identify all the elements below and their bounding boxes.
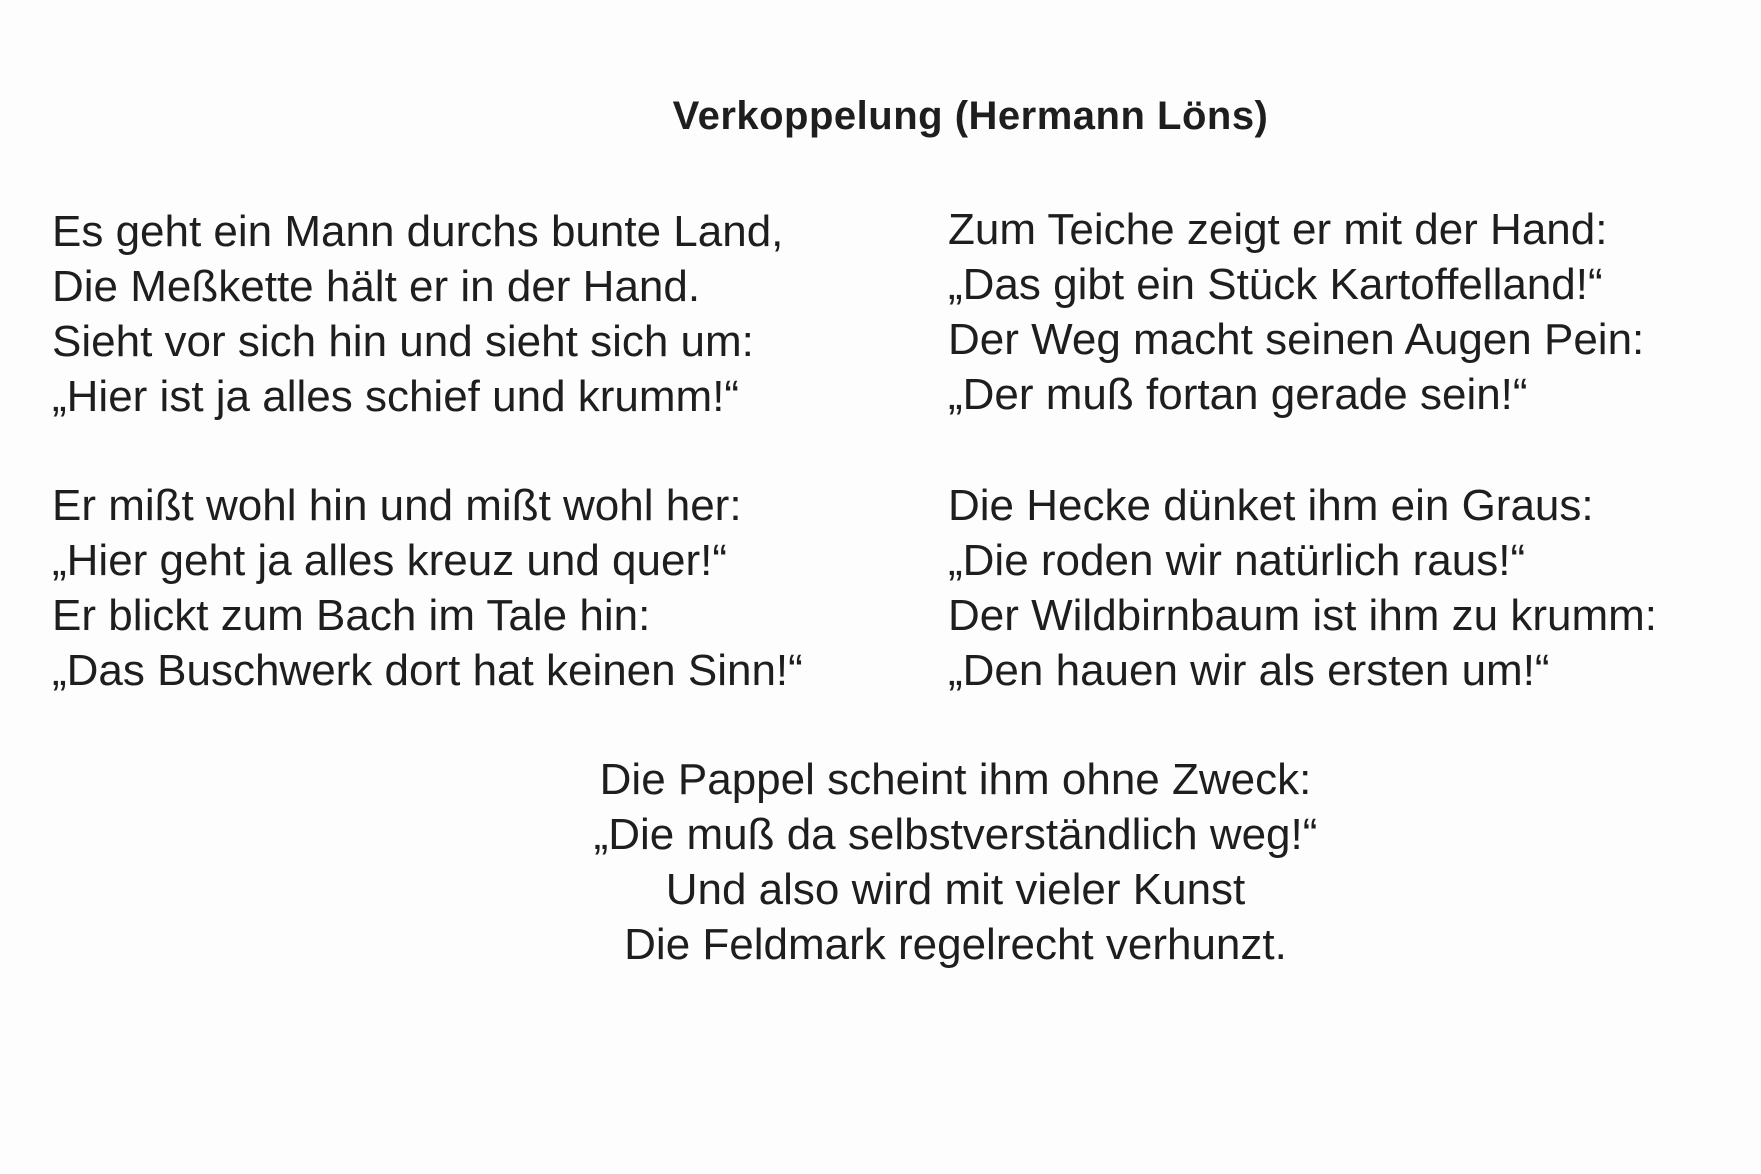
verse-line: „Der muß fortan gerade sein!“ — [948, 370, 1528, 419]
verse-line: Er mißt wohl hin und mißt wohl her: — [52, 481, 742, 530]
verse-line: Er blickt zum Bach im Tale hin: — [52, 591, 651, 640]
verse-line: Die Hecke dünket ihm ein Graus: — [948, 481, 1594, 530]
stanza-1 — [52, 204, 783, 424]
verse-line: „Den hauen wir als ersten um!“ — [948, 646, 1550, 695]
verse-line: Die Meßkette hält er in der Hand. — [52, 262, 701, 311]
verse-line: Sieht vor sich hin und sieht sich um: — [52, 317, 754, 366]
verse-line: Der Wildbirnbaum ist ihm zu krumm: — [948, 591, 1658, 640]
verse-line: Der Weg macht seinen Augen Pein: — [948, 315, 1645, 364]
stanza-2 — [948, 202, 1644, 422]
verse-line: „Die muß da selbstverständlich weg!“ — [593, 810, 1318, 859]
stanza-3 — [52, 478, 803, 698]
verse-line: „Hier geht ja alles kreuz und quer!“ — [52, 536, 727, 585]
verse-line: Zum Teiche zeigt er mit der Hand: — [948, 205, 1608, 254]
verse-line: Und also wird mit vieler Kunst — [665, 865, 1246, 914]
verse-line: „Die roden wir natürlich raus!“ — [948, 536, 1526, 585]
verse-line: Die Pappel scheint ihm ohne Zweck: — [599, 755, 1312, 804]
stanza-5 — [0, 752, 1761, 972]
stanza-4 — [948, 478, 1657, 698]
verse-line: Es geht ein Mann durchs bunte Land, — [52, 207, 784, 256]
verse-line: „Hier ist ja alles schief und krumm!“ — [52, 372, 740, 421]
verse-line: „Das gibt ein Stück Kartoffelland!“ — [948, 260, 1603, 309]
verse-line: Die Feldmark regelrecht verhunzt. — [624, 920, 1287, 969]
poem-title: Verkoppelung (Hermann Löns) — [672, 94, 1269, 138]
verse-line: „Das Buschwerk dort hat keinen Sinn!“ — [52, 646, 803, 695]
